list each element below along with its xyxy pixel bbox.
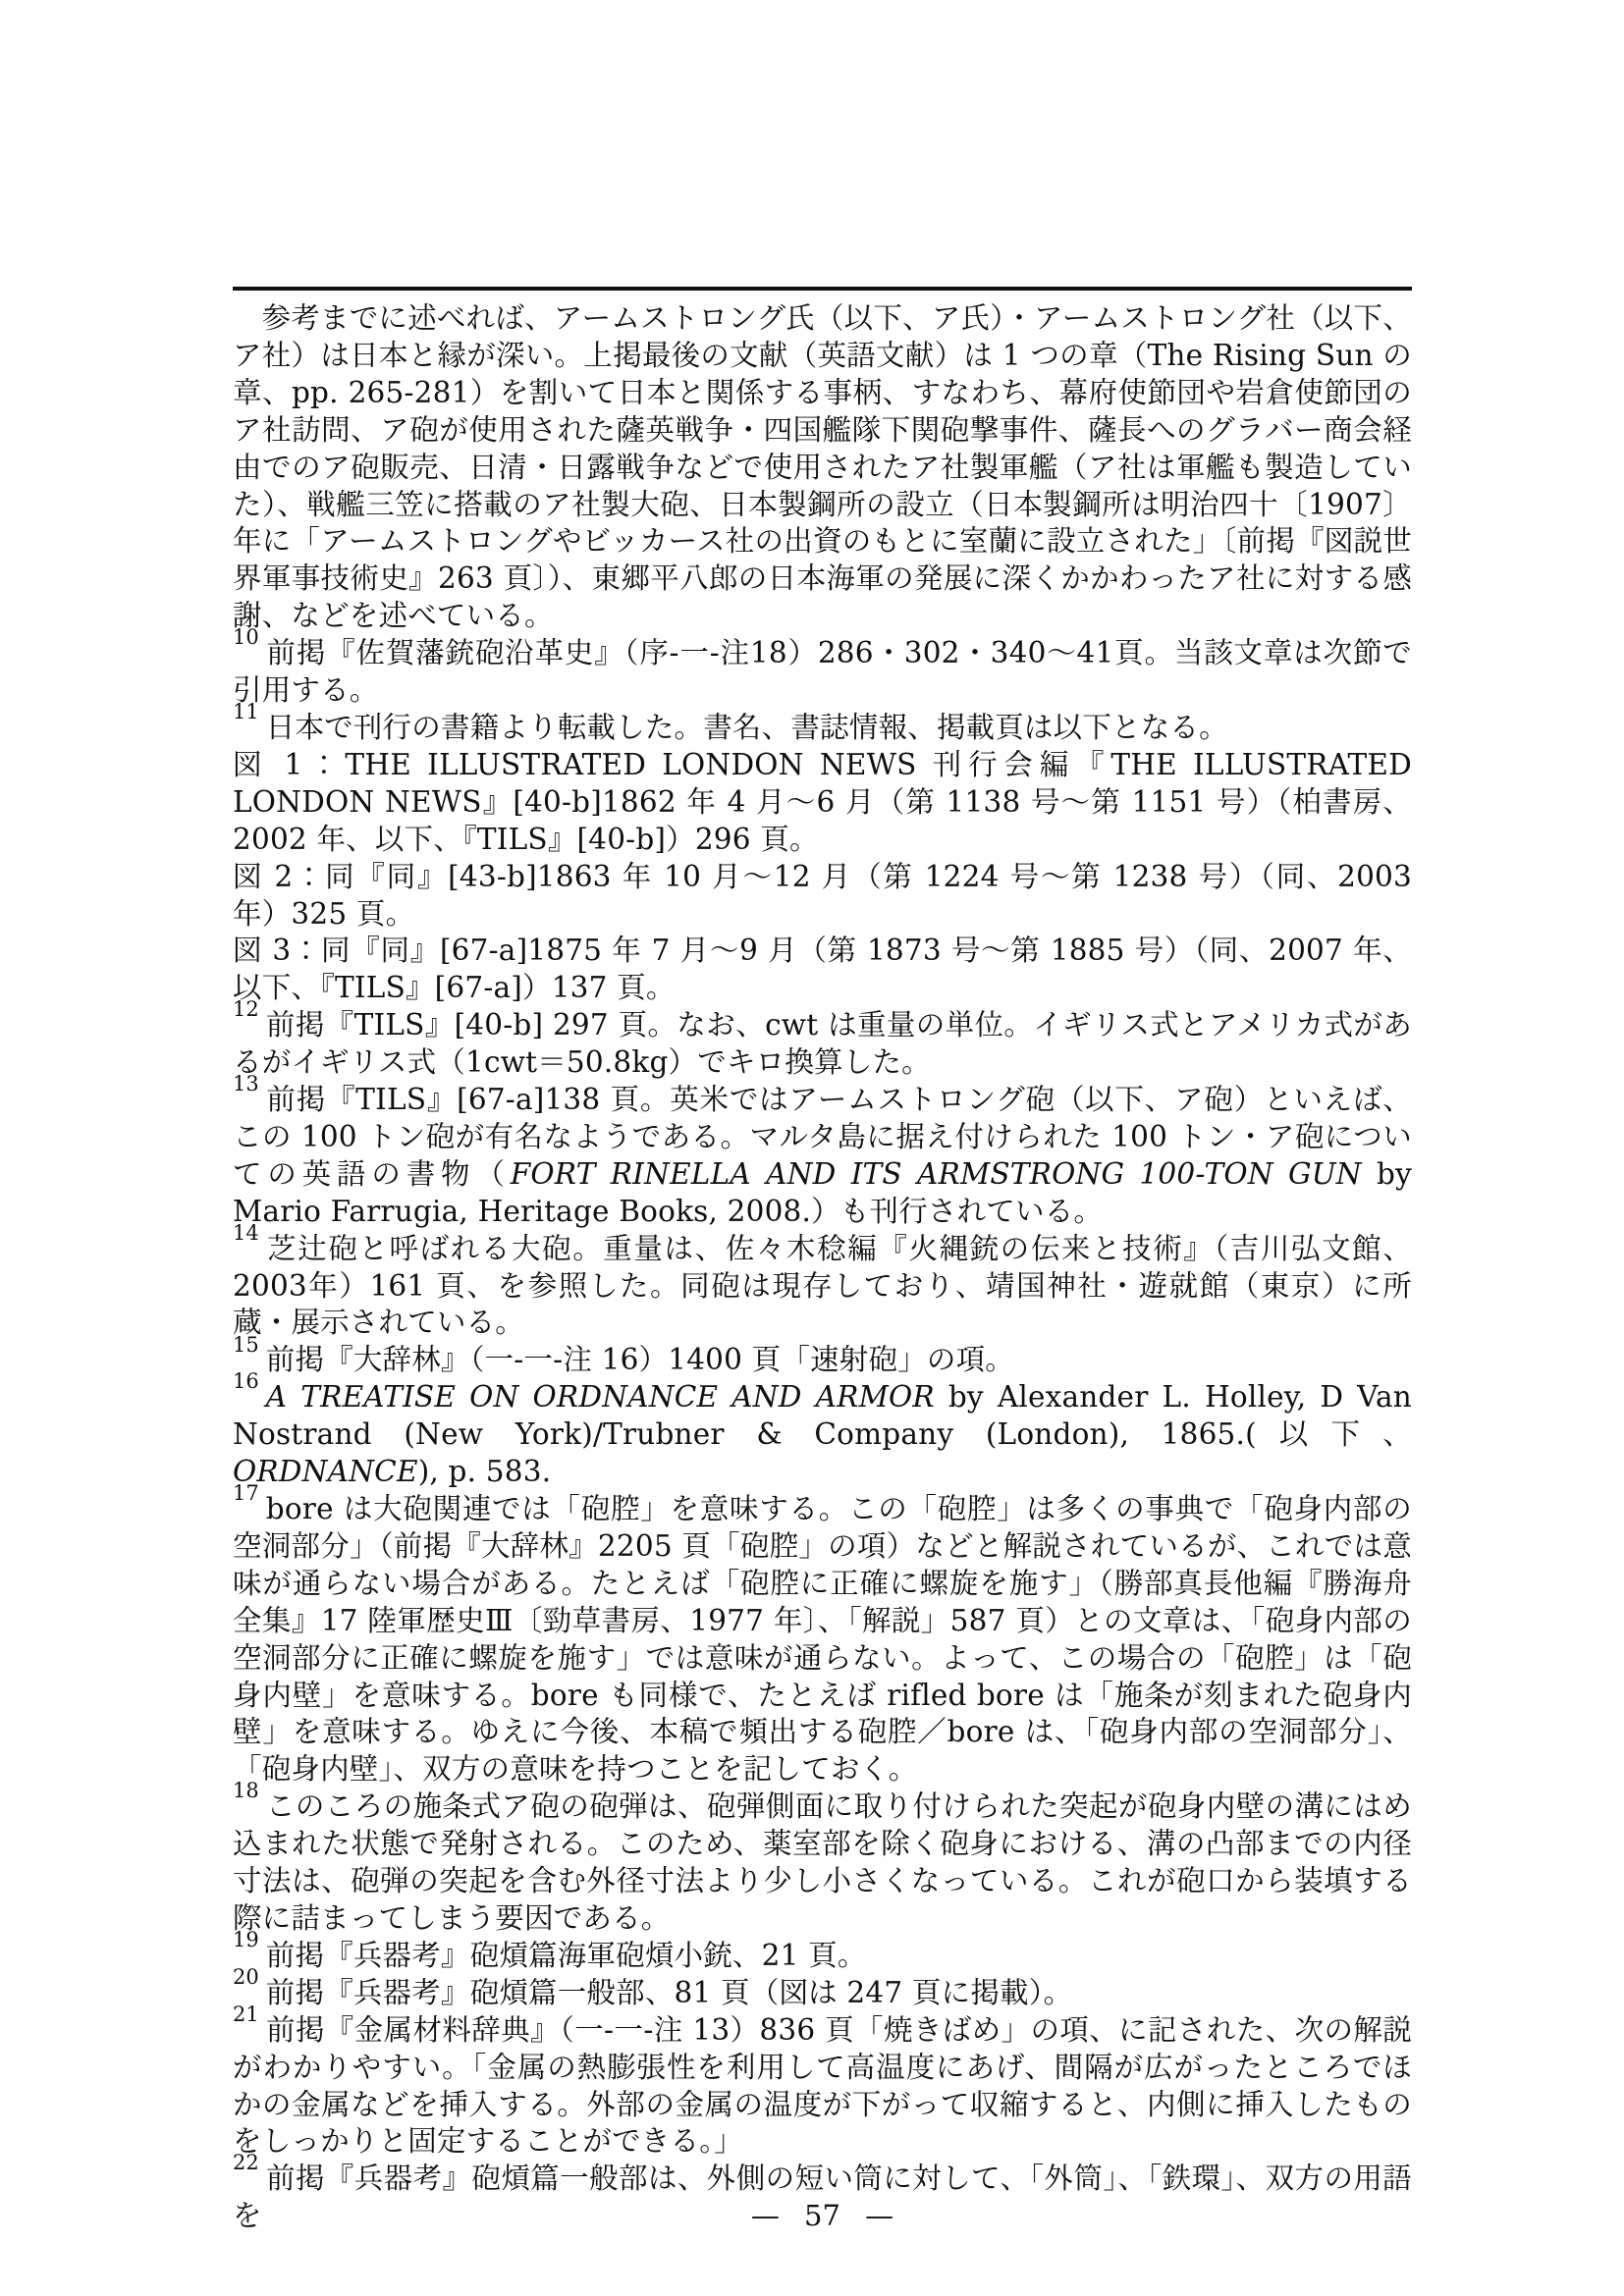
footnote-11: [233, 700, 1412, 747]
footnote-14: [233, 1220, 1412, 1343]
text-run: 前掲『兵器考』砲熕篇海軍砲熕小銃、21 頁。: [265, 1938, 867, 1972]
footnote-marker-20: 20: [233, 1964, 259, 1989]
footnote-marker-17: 17: [233, 1481, 259, 1506]
footnote-19: [233, 1928, 1412, 1975]
footnote-21: [233, 2002, 1412, 2162]
footnote-marker-21: 21: [233, 2002, 259, 2026]
footnote-13: [233, 1072, 1412, 1231]
text-run: by Mario Farrugia, Heritage Books, 2008.）も刊行されている。: [233, 1156, 1412, 1228]
figure-ref-1: [233, 747, 1412, 859]
text-run: 前掲『TILS』[67-a]138 頁。英米ではアームストロング砲（以下、ア砲）といえば、この 100 トン砲が有名なようである。マルタ島に据え付けられた 100 トン・ア砲についての英語の書物（: [233, 1083, 1412, 1191]
footnote-marker-22: 22: [233, 2151, 259, 2175]
text-run: 芝辻砲と呼ばれる大砲。重量は、佐々木稔編『火縄銃の伝来と技術』（吉川弘文館、2003年）161 頁、を参照した。同砲は現存しており、靖国神社・遊就館（東京）に所蔵・展示されている。: [233, 1231, 1412, 1340]
italic-citation-run: FORT RINELLA AND ITS ARMSTRONG 100-TON GUN: [510, 1156, 1362, 1191]
text-run: 前掲『兵器考』砲熕篇一般部は、外側の短い筒に対して、「外筒」、「鉄環」、双方の用語を: [233, 2162, 1412, 2233]
footnote-marker-13: 13: [233, 1072, 259, 1096]
footnote-marker-14: 14: [233, 1220, 259, 1245]
footnotes-text-block: [233, 300, 1412, 2235]
text-run: ), p. 583.: [417, 1455, 552, 1489]
text-run: 図 2：同『同』[43-b]1863 年 10 月～12 月（第 1224 号～第 1238 号）（同、2003 年）325 頁。: [233, 859, 1412, 931]
text-run: bore は大砲関連では「砲腔」を意味する。この「砲腔」は多くの事典で「砲身内部の空洞部分」（前掲『大辞林』2205 頁「砲腔」の項）などと解説されているが、これでは意味が通らない場合がある。たとえば「砲腔に正確に螺旋を施す」（勝部真長他編『勝海舟全集』17 陸軍歴史Ⅲ〔勁草書房、1977 年〕、「解説」587 頁）との文章は、「砲身内部の空洞部分に正確に螺旋を施す」では意味が通らない。よって、この場合の「砲腔」は「砲身内壁」を意味する。bore も同様で、たとえば rifled bore は「施条が刻まれた砲身内壁」を意味する。ゆえに今後、本稿で頻出する砲腔／bore は、「砲身内部の空洞部分」、「砲身内壁」、双方の意味を持つことを記しておく。: [233, 1492, 1412, 1787]
text-run: 図 1：THE ILLUSTRATED LONDON NEWS 刊行会編『THE ILLUSTRATED LONDON NEWS』[40-b]1862 年 4 月～6 月（第 1138 号～第 1151 号）（柏書房、2002 年、以下、『TILS』[40-b]）296 頁。: [233, 747, 1412, 856]
footnote-marker-16: 16: [233, 1369, 259, 1394]
footnote-10: [233, 625, 1412, 710]
footnote-18: [233, 1779, 1412, 1938]
page-number: — 57 —: [750, 2199, 894, 2232]
footnote-marker-10: 10: [233, 625, 259, 650]
text-run: 図 3：同『同』[67-a]1875 年 7 月～9 月（第 1873 号～第 1885 号）（同、2007 年、以下、『TILS』[67-a]）137 頁。: [233, 934, 1412, 1005]
italic-citation-run: ORDNANCE: [233, 1455, 418, 1489]
text-run: 前掲『TILS』[40-b] 297 頁。なお、cwt は重量の単位。イギリス式とアメリカ式があるがイギリス式（1cwt＝50.8kg）でキロ換算した。: [233, 1008, 1412, 1080]
text-run: 前掲『兵器考』砲熕篇一般部、81 頁（図は 247 頁に掲載）。: [265, 1975, 1073, 2009]
text-run: 前掲『金属材料辞典』（一-一-注 13）836 頁「焼きばめ」の項、に記された、次の解説がわかりやすい。「金属の熱膨張性を利用して高温度にあげ、間隔が広がったところでほかの金属などを挿入する。外部の金属の温度が下がって収縮すると、内側に挿入したものをしっかりと固定することができる。」: [233, 2012, 1412, 2159]
footnote-marker-12: 12: [233, 997, 259, 1022]
italic-citation-run: A TREATISE ON ORDNANCE AND ARMOR: [265, 1380, 935, 1415]
footnote-16: [233, 1369, 1412, 1491]
text-run: 日本で刊行の書籍より転載した。書名、書誌情報、掲載頁は以下となる。: [265, 710, 1228, 744]
footnote-separator-rule: [233, 287, 1412, 291]
text-run: by Alexander L. Holley, D Van Nostrand (New York)/Trubner & Company (London), 1865.(以下、: [233, 1380, 1412, 1452]
figure-ref-2: [233, 859, 1412, 934]
footnote-15: [233, 1332, 1412, 1379]
footnote-17: [233, 1481, 1412, 1789]
text-run: このころの施条式ア砲の砲弾は、砲弾側面に取り付けられた突起が砲身内壁の溝にはめ込まれた状態で発射される。このため、薬室部を除く砲身における、溝の凸部までの内径寸法は、砲弾の突起を含む外径寸法より少し小さくなっている。これが砲口から装填する際に詰まってしまう要因である。: [233, 1789, 1412, 1935]
footnote-20: [233, 1964, 1412, 2012]
footnote-marker-15: 15: [233, 1332, 259, 1357]
text-run: 前掲『佐賀藩銃砲沿革史』（序-一-注18）286・302・340～41頁。当該文章は次節で引用する。: [233, 636, 1412, 708]
footnote-marker-11: 11: [233, 700, 259, 724]
text-run: 参考までに述べれば、アームストロング氏（以下、ア氏）・アームストロング社（以下、ア社）は日本と縁が深い。上掲最後の文献（英語文献）は 1 つの章（The Rising Sun の章、pp. 265-281）を割いて日本と関係する事柄、すなわち、幕府使節団や岩倉使節団のア社訪問、ア砲が使用された薩英戦争・四国艦隊下関砲撃事件、薩長へのグラバー商会経由でのア砲販売、日清・日露戦争などで使用されたア社製軍艦（ア社は軍艦も製造していた）、戦艦三笠に搭載のア社製大砲、日本製鋼所の設立（日本製鋼所は明治四十〔1907〕年に「アームストロングやビッカース社の出資のもとに室蘭に設立された」〔前掲『図説世界軍事技術史』263 頁〕）、東郷平八郎の日本海軍の発展に深くかかわったア社に対する感謝、などを述べている。: [233, 301, 1412, 633]
text-run: 前掲『大辞林』（一-一-注 16）1400 頁「速射砲」の項。: [265, 1343, 1014, 1377]
intro-paragraph: [233, 300, 1412, 635]
footnote-12: [233, 997, 1412, 1082]
footnote-marker-19: 19: [233, 1928, 259, 1952]
figure-ref-3: [233, 933, 1412, 1007]
footnote-marker-18: 18: [233, 1779, 259, 1803]
